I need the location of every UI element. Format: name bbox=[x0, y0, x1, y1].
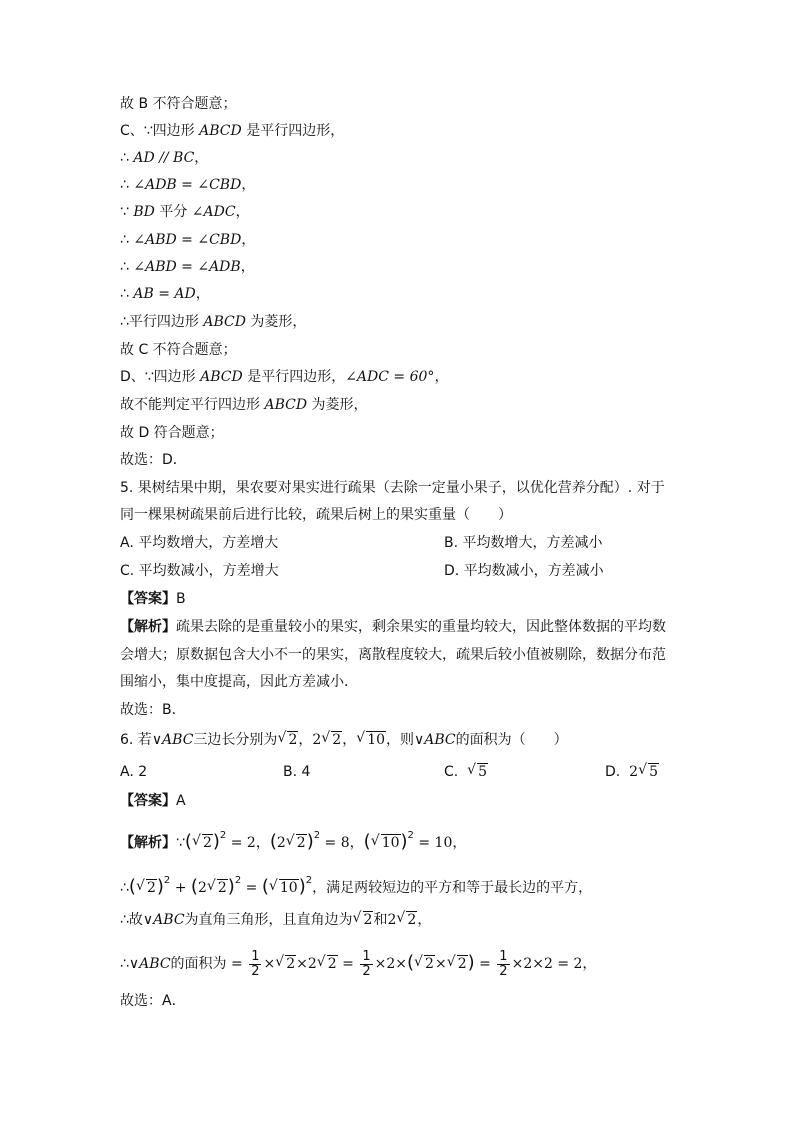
text: ， bbox=[195, 286, 210, 302]
text: ∴ bbox=[120, 232, 134, 248]
sqrt: √ 5 bbox=[639, 762, 659, 782]
sqrt: √ 2 bbox=[208, 878, 228, 898]
text: ∴ bbox=[120, 880, 129, 896]
option-d: D. 平均数减小，方差减小 bbox=[444, 563, 604, 579]
text-line bbox=[120, 257, 255, 277]
option-b: B. 4 bbox=[283, 764, 311, 780]
math-text: ∠ADB = ∠CBD bbox=[133, 177, 242, 193]
math-text: ABCD bbox=[200, 369, 243, 385]
analysis-line: ∴(√ 2)$^2$ + (2√ 2)$^2$ = (√ 10)$^2$，满足两较短边的平方和等于最长边的平方， bbox=[120, 871, 592, 898]
math-text: ∨ABC bbox=[128, 956, 171, 972]
text: ∴ bbox=[120, 150, 134, 166]
text-line bbox=[120, 450, 187, 470]
analysis-tag: 【解析】 bbox=[120, 835, 176, 851]
text: ， bbox=[235, 204, 250, 220]
answer-line bbox=[120, 589, 186, 609]
text: 为直角三角形，且直角边为 bbox=[184, 912, 353, 928]
superscript: 2 bbox=[407, 830, 414, 841]
math-text: ∨ABC bbox=[142, 912, 185, 928]
text: ∵ bbox=[176, 835, 185, 851]
question-5-stem bbox=[120, 478, 665, 498]
text: ∴ bbox=[120, 177, 134, 193]
text: ， bbox=[417, 912, 432, 928]
text: 故 D 符合题意； bbox=[120, 425, 224, 441]
fraction: $\frac{1}{2}$ bbox=[251, 948, 260, 979]
superscript: 2 bbox=[219, 830, 227, 841]
question-6-stem bbox=[120, 730, 568, 750]
text: 是平行四边形， bbox=[242, 369, 346, 385]
math-text: ABCD bbox=[203, 314, 246, 330]
analysis-line bbox=[120, 645, 666, 665]
sqrt: √ 2 bbox=[137, 878, 157, 898]
math-text: = 10， bbox=[413, 835, 467, 851]
text: C、∵四边形 bbox=[120, 123, 200, 139]
math-text: 2 bbox=[312, 732, 322, 748]
analysis-line bbox=[120, 617, 666, 637]
option-b: B. 平均数增大，方差减小 bbox=[444, 535, 603, 551]
text-line bbox=[120, 121, 344, 141]
sqrt: √ 2 bbox=[354, 910, 374, 930]
text: ， bbox=[241, 177, 256, 193]
answer-line bbox=[120, 791, 186, 811]
text: 的面积为（ ） bbox=[455, 732, 568, 748]
text-line bbox=[120, 312, 306, 332]
answer-value: B bbox=[176, 591, 186, 607]
sqrt: √ 2 bbox=[278, 730, 298, 750]
text: 6. 若 bbox=[120, 732, 152, 748]
text-line bbox=[120, 230, 255, 250]
text: ∵ bbox=[120, 204, 134, 220]
option-a: A. 平均数增大，方差增大 bbox=[120, 535, 279, 551]
sqrt: √ 2 bbox=[276, 949, 296, 979]
sqrt: √ 5 bbox=[468, 762, 488, 782]
superscript: 2 bbox=[313, 830, 321, 841]
text: 故选：D． bbox=[120, 452, 187, 468]
sqrt: √ 2 bbox=[448, 949, 468, 979]
option-a: A. 2 bbox=[120, 764, 148, 780]
text: 疏果去除的是重量较小的果实，剩余果实的重量均较大，因此整体数据的平均数 bbox=[176, 619, 666, 635]
text: 和 bbox=[373, 912, 388, 928]
math-text: + bbox=[170, 880, 191, 896]
text: 会增大；原数据包含大小不一的果实，离散程度较大，疏果后较小值被剔除，数据分布范 bbox=[120, 647, 666, 663]
sqrt: √ 2 bbox=[397, 910, 417, 930]
math-text: AD // BC bbox=[133, 150, 195, 166]
sqrt: √ 10 bbox=[357, 730, 386, 750]
math-text: = bbox=[241, 880, 262, 896]
text: ∴平行四边形 bbox=[120, 314, 204, 330]
option-c bbox=[444, 762, 488, 782]
text: ，满足两较短边的平方和等于最长边的平方， bbox=[312, 880, 593, 896]
math-text: ∨ABC bbox=[151, 732, 194, 748]
text: ， bbox=[240, 259, 255, 275]
text: ∴ bbox=[120, 286, 134, 302]
math-text: ∨ABC bbox=[414, 732, 456, 748]
text-line bbox=[120, 395, 368, 415]
answer-tag: 【答案】 bbox=[120, 793, 176, 809]
text: ∴故 bbox=[120, 912, 143, 928]
superscript: 2 bbox=[305, 875, 313, 886]
math-text: ∠ADC bbox=[191, 204, 236, 220]
sqrt: √ 10 bbox=[372, 833, 401, 853]
math-text: = 2， bbox=[226, 835, 270, 851]
text: 5. 果树结果中期，果农要对果实进行疏果（去除一定量小果子，以优化营养分配）. 对于 bbox=[120, 480, 665, 496]
text: ， bbox=[241, 232, 256, 248]
sqrt: √ 2 bbox=[322, 730, 342, 750]
text: 故 C 不符合题意； bbox=[120, 342, 237, 358]
text-line bbox=[120, 700, 186, 720]
option-c: C. 平均数减小，方差增大 bbox=[120, 563, 279, 579]
math-text: BD bbox=[133, 204, 155, 220]
text: 故不能判定平行四边形 bbox=[120, 397, 265, 413]
fraction: $\frac{1}{2}$ bbox=[362, 948, 371, 979]
math-text: ∠ABD = ∠CBD bbox=[133, 232, 242, 248]
text: 故选：A． bbox=[120, 993, 186, 1009]
text-line bbox=[120, 340, 237, 360]
text: 同一棵果树疏果前后进行比较，疏果后树上的果实重量（ ） bbox=[120, 507, 512, 523]
analysis-line bbox=[120, 672, 358, 692]
text: ， bbox=[342, 732, 357, 748]
math-text: ∠ADC = 60° bbox=[345, 369, 435, 385]
text: 是平行四边形， bbox=[241, 123, 345, 139]
text: 为菱形， bbox=[307, 397, 368, 413]
text: ， bbox=[194, 150, 209, 166]
text: ， bbox=[434, 369, 449, 385]
analysis-line: 【解析】∵(√ 2)$^2$ = 2，(2√ 2)$^2$ = 8，(√ 10)$^2$ = 10， bbox=[120, 826, 466, 853]
text-line bbox=[120, 175, 255, 195]
analysis-line: ∴故∨ABC为直角三角形，且直角边为√ 2和2√ 2， bbox=[120, 910, 431, 930]
text: D、∵四边形 bbox=[120, 369, 201, 385]
math-text: ABCD bbox=[264, 397, 308, 413]
option-label: D. bbox=[605, 764, 621, 780]
sqrt: √ 2 bbox=[287, 833, 307, 853]
text: 平分 bbox=[154, 204, 192, 220]
math-text: ∠ABD = ∠ADB bbox=[133, 259, 241, 275]
analysis-line: ∴∨ABC的面积为 = $\frac{1}{2}$ ×√ 2×2√ 2 = $\frac{1}{2}$ ×2×(√ 2×√ 2) = $\frac{1}{2}$ ×2×2 = 2， bbox=[120, 948, 596, 979]
text: ∴ bbox=[120, 956, 129, 972]
sqrt: √ 2 bbox=[318, 949, 338, 979]
text: 三边长分别为 bbox=[193, 732, 278, 748]
option-d bbox=[605, 762, 659, 782]
text-line bbox=[120, 94, 237, 114]
sqrt: √ 2 bbox=[415, 949, 435, 979]
text-line bbox=[120, 148, 208, 168]
text: ， bbox=[298, 732, 313, 748]
math-text: 2 bbox=[629, 764, 639, 780]
superscript: 2 bbox=[163, 875, 171, 886]
text-line bbox=[120, 991, 186, 1011]
fraction: $\frac{1}{2}$ bbox=[499, 948, 508, 979]
text-line bbox=[120, 423, 224, 443]
math-text: ABCD bbox=[199, 123, 242, 139]
text: 的面积为 bbox=[170, 956, 227, 972]
text: 为菱形， bbox=[245, 314, 307, 330]
text: 故 B 不符合题意； bbox=[120, 96, 237, 112]
sqrt: √ 10 bbox=[270, 878, 299, 898]
text: 围缩小，集中度提高，因此方差减小． bbox=[120, 674, 358, 690]
text-line bbox=[120, 202, 250, 222]
superscript: 2 bbox=[234, 875, 242, 886]
text: ，则 bbox=[386, 732, 415, 748]
math-text: AB = AD bbox=[133, 286, 196, 302]
text: ∴ bbox=[120, 259, 134, 275]
math-text: = 8， bbox=[320, 835, 364, 851]
text-line bbox=[120, 284, 210, 304]
answer-value: A bbox=[176, 793, 186, 809]
question-5-stem bbox=[120, 505, 512, 525]
text-line bbox=[120, 367, 448, 387]
analysis-tag: 【解析】 bbox=[120, 619, 176, 635]
text: 故选：B． bbox=[120, 702, 186, 718]
sqrt: √ 2 bbox=[193, 833, 213, 853]
option-label: C. bbox=[444, 764, 459, 780]
answer-tag: 【答案】 bbox=[120, 591, 176, 607]
